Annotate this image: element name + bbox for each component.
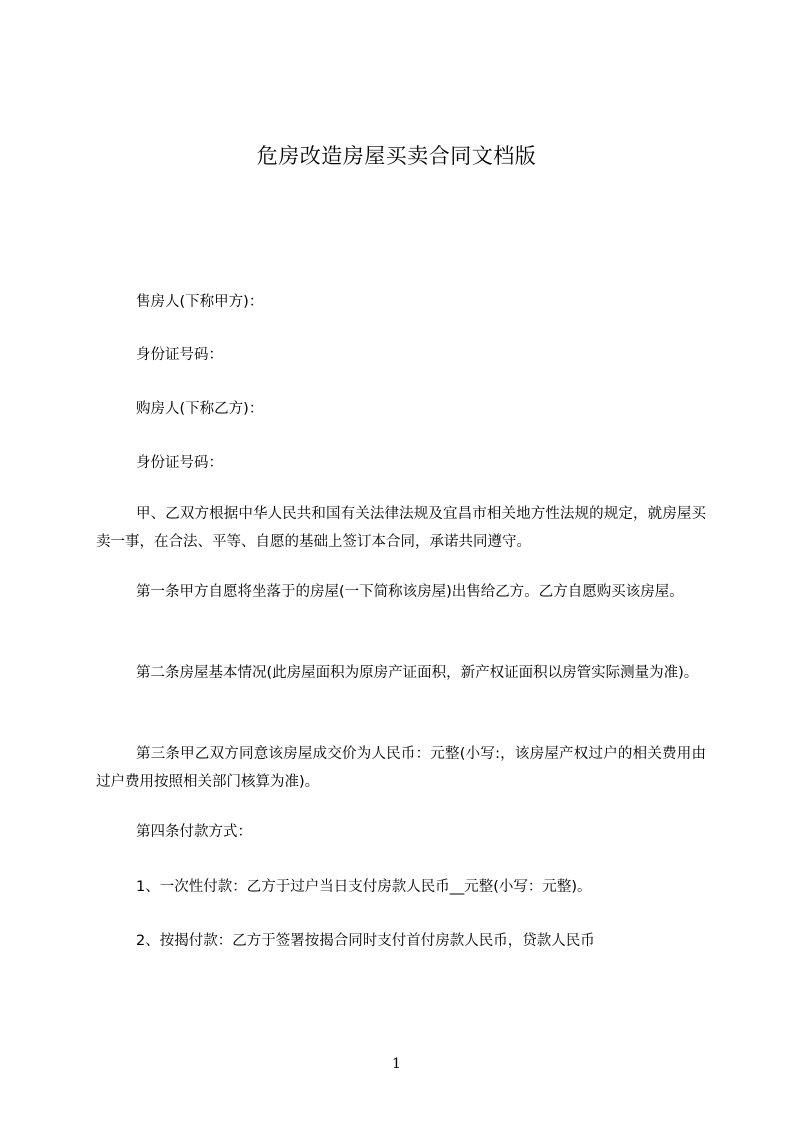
preamble-paragraph: 甲、乙双方根据中华人民共和国有关法律法规及宜昌市相关地方性法规的规定，就房屋买卖一事，在合法、平等、自愿的基础上签订本合同，承诺共同遵守。 — [96, 506, 706, 550]
article-3-paragraph: 第三条甲乙双方同意该房屋成交价为人民币：元整(小写:，该房屋产权过户的相关费用由过户费用按照相关部门核算为准)。 — [96, 746, 706, 790]
article-4-heading: 第四条付款方式： — [136, 824, 252, 840]
seller-id-line: 身份证号码： — [136, 347, 223, 363]
document-title: 危房改造房屋买卖合同文档版 — [256, 144, 537, 168]
buyer-id-line: 身份证号码： — [136, 455, 223, 471]
seller-line: 售房人(下称甲方)： — [136, 294, 264, 310]
payment-option-1: 1、一次性付款：乙方于过户当日支付房款人民币__元整(小写：元整)。 — [136, 879, 592, 895]
payment-option-2: 2、按揭付款：乙方于签署按揭合同时支付首付房款人民币，贷款人民币 — [136, 933, 595, 949]
page-number: 1 — [392, 1056, 401, 1072]
buyer-line: 购房人(下称乙方)： — [136, 401, 264, 417]
article-2-paragraph: 第二条房屋基本情况(此房屋面积为原房产证面积，新产权证面积以房管实际测量为准)。 — [136, 665, 699, 681]
article-1-paragraph: 第一条甲方自愿将坐落于的房屋(一下简称该房屋)出售给乙方。乙方自愿购买该房屋。 — [136, 584, 684, 600]
